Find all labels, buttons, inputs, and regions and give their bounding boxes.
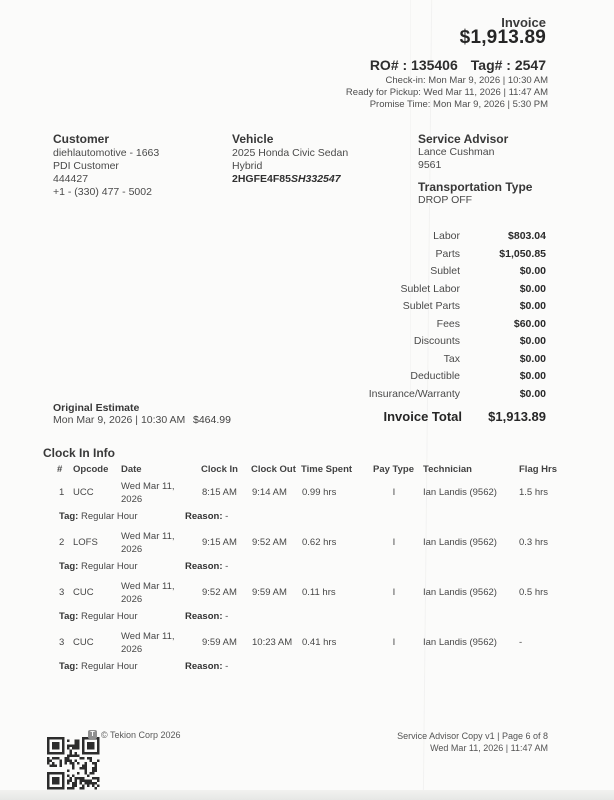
print-datetime: Wed Mar 11, 2026 | 11:47 AM: [430, 743, 548, 753]
tag-value: Regular Hour: [81, 561, 138, 572]
row-date: Wed Mar 11, 2026: [121, 581, 175, 605]
charge-row: [0, 333, 614, 351]
vehicle-heading: Vehicle: [232, 132, 274, 146]
row-time-spent: 0.62 hrs: [302, 537, 337, 548]
charge-value: $0.00: [519, 300, 546, 312]
service-advisor-heading: Service Advisor: [418, 132, 509, 146]
charge-label: Sublet: [430, 265, 460, 277]
row-reason: [185, 561, 228, 573]
qr-code: [47, 737, 99, 787]
row-date: Wed Mar 11, 2026: [121, 481, 175, 505]
invoice-total-value: $1,913.89: [488, 409, 546, 424]
row-num: 1: [59, 487, 65, 498]
charge-value: $0.00: [519, 335, 546, 347]
col-header-clock-in: Clock In: [201, 464, 238, 475]
row-technician: Ian Landis (9562): [423, 637, 497, 648]
charge-label: Labor: [433, 230, 460, 242]
charge-label: Sublet Labor: [400, 282, 460, 295]
row-date: Wed Mar 11, 2026: [121, 531, 175, 555]
vehicle-vin: [232, 173, 341, 186]
row-opcode: UCC: [73, 487, 94, 498]
reason-label: Reason:: [185, 661, 223, 672]
reason-value: -: [225, 561, 229, 572]
row-pay-type: I: [392, 487, 396, 498]
charge-label: Deductible: [410, 370, 460, 382]
ready-for-pickup-time: Ready for Pickup: Wed Mar 11, 2026 | 11:47 AM: [345, 87, 548, 98]
charge-value: $0.00: [519, 282, 546, 295]
customer-type: PDI Customer: [53, 160, 119, 172]
customer-heading: Customer: [53, 132, 110, 146]
charge-value: $0.00: [519, 265, 546, 277]
row-flag-hrs: -: [519, 637, 523, 648]
row-tag: [59, 561, 138, 573]
row-pay-type: I: [392, 637, 396, 648]
original-estimate-amount: $464.99: [193, 414, 231, 426]
charge-value: $0.00: [519, 370, 546, 382]
vin-suffix: SH332547: [290, 173, 341, 185]
row-clock-out: 9:59 AM: [252, 587, 287, 598]
row-clock-out: 10:23 AM: [252, 637, 293, 648]
invoice-title: Invoice: [501, 15, 546, 30]
charge-value: $803.04: [508, 230, 546, 242]
row-time-spent: 0.99 hrs: [302, 487, 337, 498]
reason-value: -: [225, 511, 229, 522]
charge-label: Sublet Parts: [402, 300, 460, 312]
original-estimate-heading: Original Estimate: [53, 402, 140, 414]
col-header-date: Date: [121, 464, 142, 475]
reason-label: Reason:: [185, 561, 223, 572]
charge-value: $0.00: [519, 387, 546, 400]
charge-row: [0, 228, 614, 246]
table-row: [0, 480, 614, 506]
charge-label: Tax: [443, 352, 460, 365]
col-header-num: #: [57, 464, 63, 475]
row-opcode: CUC: [73, 637, 94, 648]
vehicle-trim: Hybrid: [232, 160, 263, 172]
checkin-time: Check-in: Mon Mar 9, 2026 | 10:30 AM: [385, 75, 548, 86]
row-reason: [185, 661, 228, 673]
row-date: Wed Mar 11, 2026: [121, 631, 175, 655]
transportation-heading: Transportation Type: [418, 180, 533, 194]
row-flag-hrs: 0.3 hrs: [519, 537, 549, 548]
row-reason: [185, 511, 228, 523]
clock-in-info-title: Clock In Info: [43, 446, 115, 460]
tag-reason-row: [0, 561, 614, 573]
row-pay-type: I: [392, 587, 396, 598]
col-header-flag-hrs: Flag Hrs: [519, 464, 558, 475]
row-technician: Ian Landis (9562): [423, 587, 497, 598]
row-opcode: LOFS: [73, 537, 98, 548]
charge-row: [0, 281, 614, 299]
row-technician: Ian Landis (9562): [423, 487, 497, 498]
charge-row: [0, 368, 614, 386]
charge-label: Parts: [435, 247, 460, 260]
row-time-spent: 0.11 hrs: [302, 587, 336, 598]
reason-label: Reason:: [185, 511, 223, 522]
clock-table-header: [0, 464, 614, 476]
table-row: [0, 580, 614, 606]
charge-row: [0, 246, 614, 264]
vin-prefix: 2HGFE4F85: [232, 173, 291, 185]
row-tag: [59, 661, 138, 673]
tag-label: Tag:: [59, 561, 79, 572]
transportation-value: DROP OFF: [418, 194, 473, 206]
row-num: 3: [59, 637, 65, 648]
row-num: 3: [59, 587, 65, 598]
row-clock-in: 9:59 AM: [202, 637, 237, 648]
charge-row: [0, 386, 614, 404]
tag-number: Tag# : 2547: [470, 57, 546, 73]
row-time-spent: 0.41 hrs: [302, 637, 337, 648]
charge-label: Discounts: [413, 335, 460, 347]
tag-label: Tag:: [59, 511, 79, 522]
service-advisor-number: 9561: [418, 159, 442, 171]
charge-value: $0.00: [519, 352, 546, 365]
ro-number: RO# : 135406: [369, 57, 458, 73]
table-row: [0, 530, 614, 556]
reason-value: -: [225, 661, 229, 672]
service-advisor-name: Lance Cushman: [418, 146, 495, 158]
row-clock-in: 9:52 AM: [202, 587, 237, 598]
charges-summary: [0, 228, 614, 428]
reason-value: -: [225, 611, 229, 622]
copyright-text: © Tekion Corp 2026: [101, 730, 181, 740]
charge-row: [0, 263, 614, 281]
row-clock-out: 9:14 AM: [252, 487, 287, 498]
customer-phone: +1 - (330) 477 - 5002: [53, 186, 152, 198]
customer-name: diehlautomotive - 1663: [53, 147, 160, 159]
tekion-logo-icon: T: [88, 730, 97, 739]
tag-reason-row: [0, 511, 614, 523]
charge-value: $1,050.85: [499, 247, 546, 260]
row-tag: [59, 511, 138, 523]
copy-info: Service Advisor Copy v1 | Page 6 of 8: [397, 731, 548, 741]
vehicle-model: 2025 Honda Civic Sedan: [232, 147, 349, 159]
promise-time: Promise Time: Mon Mar 9, 2026 | 5:30 PM: [369, 99, 548, 110]
charge-value: $60.00: [513, 317, 546, 330]
row-clock-out: 9:52 AM: [252, 537, 287, 548]
row-reason: [185, 611, 228, 623]
row-flag-hrs: 0.5 hrs: [519, 587, 549, 598]
invoice-total-label: Invoice Total: [383, 409, 462, 424]
tag-reason-row: [0, 611, 614, 623]
charge-row: [0, 316, 614, 334]
table-row: [0, 630, 614, 656]
col-header-time-spent: Time Spent: [301, 464, 353, 475]
row-num: 2: [59, 537, 65, 548]
row-pay-type: I: [392, 537, 396, 548]
tag-value: Regular Hour: [81, 511, 138, 522]
customer-id: 444427: [53, 173, 89, 185]
row-clock-in: 8:15 AM: [202, 487, 237, 498]
charge-row: [0, 298, 614, 316]
tag-label: Tag:: [59, 611, 79, 622]
charge-row: [0, 351, 614, 369]
tag-label: Tag:: [59, 661, 79, 672]
row-tag: [59, 611, 138, 623]
invoice-amount: $1,913.89: [459, 27, 546, 48]
scan-edge-shadow: [0, 790, 614, 800]
row-opcode: CUC: [73, 587, 94, 598]
tag-value: Regular Hour: [81, 661, 138, 672]
col-header-pay-type: Pay Type: [373, 464, 415, 475]
tag-value: Regular Hour: [81, 611, 138, 622]
row-clock-in: 9:15 AM: [202, 537, 237, 548]
tag-reason-row: [0, 661, 614, 673]
col-header-clock-out: Clock Out: [251, 464, 296, 475]
charge-label: Fees: [436, 317, 460, 330]
row-technician: Ian Landis (9562): [423, 537, 497, 548]
original-estimate-date: Mon Mar 9, 2026 | 10:30 AM: [53, 414, 186, 426]
col-header-opcode: Opcode: [73, 464, 109, 475]
reason-label: Reason:: [185, 611, 223, 622]
ro-tag-line: [370, 57, 546, 73]
row-flag-hrs: 1.5 hrs: [519, 487, 549, 498]
col-header-technician: Technician: [423, 464, 472, 475]
charge-label: Insurance/Warranty: [368, 387, 460, 400]
